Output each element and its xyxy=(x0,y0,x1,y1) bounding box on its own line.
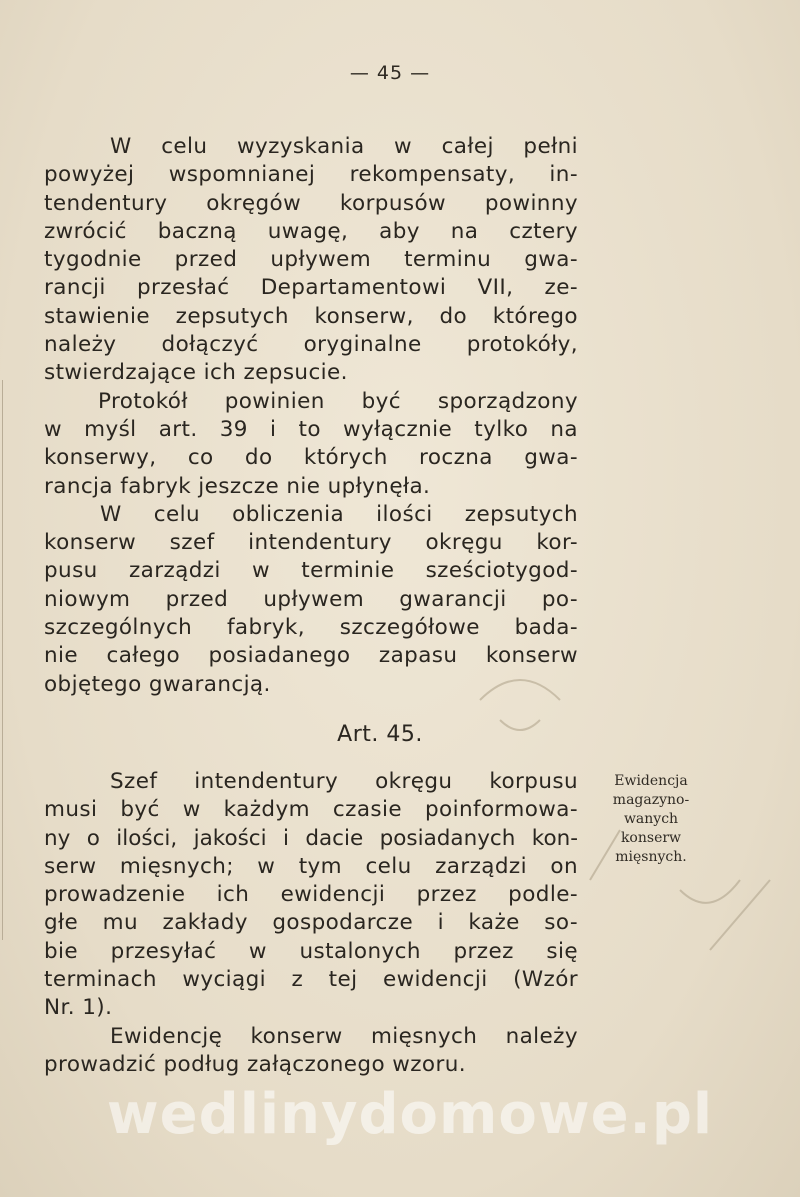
text-line: bie przesyłać w ustalonych przez się xyxy=(44,938,578,964)
margin-note xyxy=(590,772,712,867)
text-line: konserw szef intendentury okręgu kor- xyxy=(44,530,578,556)
text-line: Szef intendentury okręgu korpusu xyxy=(110,769,578,794)
text-line: głe mu zakłady gospodarcze i każe so- xyxy=(44,910,578,936)
margin-note-line: magazyno- xyxy=(612,792,690,808)
text-line: konserwy, co do których roczna gwa- xyxy=(44,445,578,471)
text-line: stwierdzające ich zepsucie. xyxy=(44,360,348,386)
margin-note-line: Ewidencja xyxy=(614,773,688,789)
text-line: powyżej wspomnianej rekompensaty, in- xyxy=(44,162,578,188)
paragraph-block-1 xyxy=(44,133,578,699)
page-number: — 45 — xyxy=(349,62,431,84)
text-line: pusu zarządzi w terminie sześciotygod- xyxy=(44,558,578,584)
text-line: tygodnie przed upływem terminu gwa- xyxy=(44,247,578,273)
text-line: objętego gwarancją. xyxy=(44,671,271,697)
text-line: tendentury okręgów korpusów powinny xyxy=(44,190,578,216)
text-line: prowadzenie ich ewidencji przez podle- xyxy=(44,882,578,908)
text-line: serw mięsnych; w tym celu zarządzi on xyxy=(44,853,578,879)
text-line: szczególnych fabryk, szczegółowe bada- xyxy=(44,615,578,641)
text-line: niowym przed upływem gwarancji po- xyxy=(44,586,578,612)
text-line: należy dołączyć oryginalne protokóły, xyxy=(44,332,578,358)
paragraph-block-2 xyxy=(44,768,578,1079)
text-line: w myśl art. 39 i to wyłącznie tylko na xyxy=(44,416,578,442)
margin-note-line: wanych xyxy=(623,811,679,827)
text-line: musi być w każdym czasie poinformowa- xyxy=(44,797,578,823)
text-line: W celu obliczenia ilości zepsutych xyxy=(100,501,578,527)
text-line: nie całego posiadanego zapasu konserw xyxy=(44,643,578,669)
text-line: zwrócić baczną uwagę, aby na cztery xyxy=(44,218,578,244)
text-line: Ewidencję konserw mięsnych należy xyxy=(110,1023,578,1049)
text-line: prowadzić podług załączonego wzoru. xyxy=(44,1051,466,1077)
text-line: terminach wyciągi z tej ewidencji (Wzór xyxy=(44,967,578,993)
text-line: ny o ilości, jakości i dacie posiadanych kon- xyxy=(44,825,578,851)
text-line: Nr. 1). xyxy=(44,995,113,1021)
text-line: stawienie zepsutych konserw, do którego xyxy=(44,303,578,329)
text-line: Protokół powinien być sporządzony xyxy=(98,388,578,414)
margin-note-line: konserw xyxy=(620,830,682,846)
margin-note-line: mięsnych. xyxy=(615,849,687,865)
article-heading: Art. 45. xyxy=(337,722,423,747)
page-edge-line xyxy=(2,380,3,940)
text-line: rancji przesłać Departamentowi VII, ze- xyxy=(44,275,578,301)
text-line: rancja fabryk jeszcze nie upłynęła. xyxy=(44,473,431,499)
text-line: W celu wyzyskania w całej pełni xyxy=(110,134,578,159)
watermark: wedlinydomowe.pl xyxy=(106,1082,714,1147)
